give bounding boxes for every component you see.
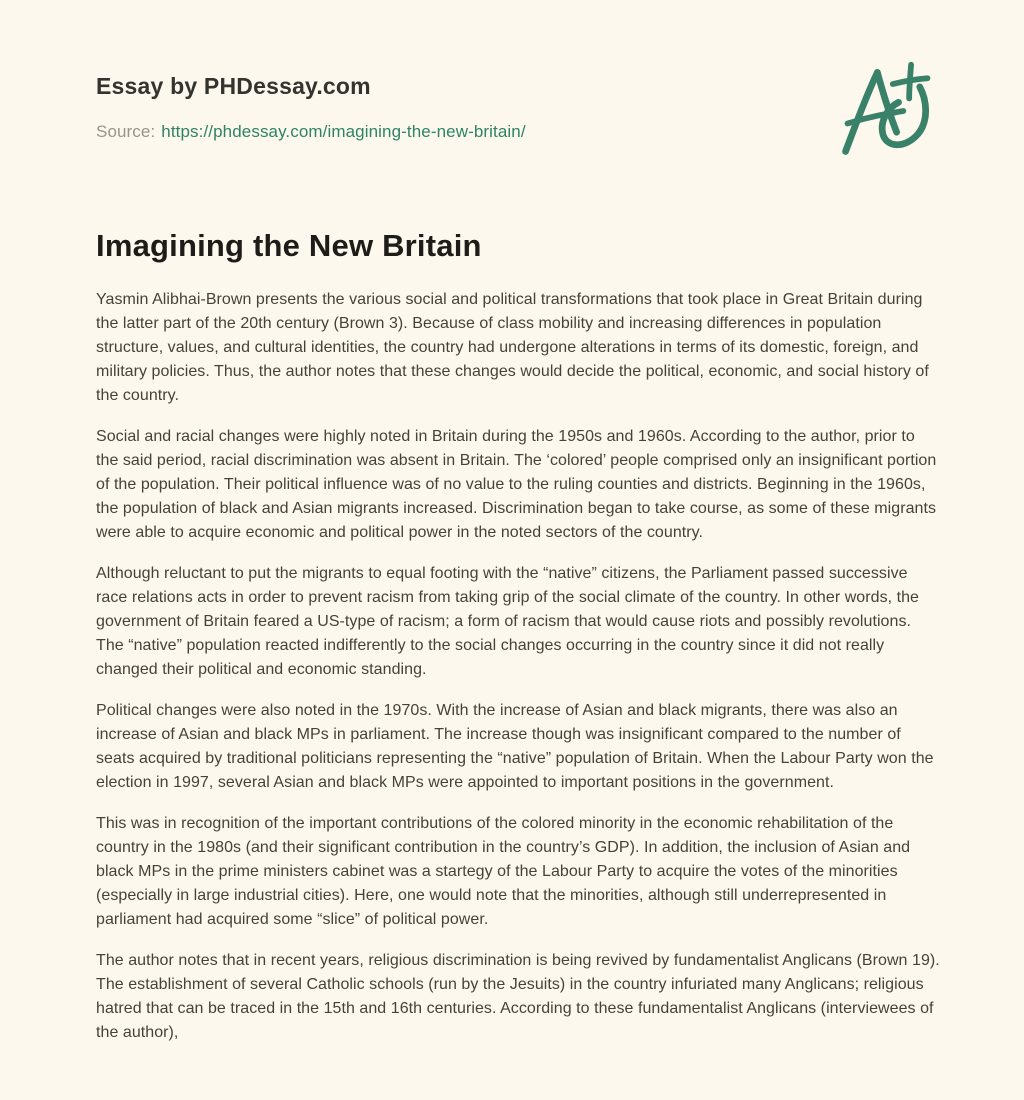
essay-paragraph-4: Political changes were also noted in the 1970s. With the increase of Asian and black migrants, there was also an increase of Asian and black MPs in parliament. The increase though was insignificant compared to the number of seats acquired by traditional politicians representing the “native” population of Britain. When the Labour Party won the election in 1997, several Asian and black MPs were appointed to important positions in the government.: [96, 701, 934, 791]
a-plus-logo-icon: [834, 57, 940, 165]
page-header: [96, 73, 940, 163]
essay-paragraph-1: Yasmin Alibhai-Brown presents the various social and political transformations that took place in Great Britain during the latter part of the 20th century (Brown 3). Because of class mobility and increasing differences in population structure, values, and cultural identities, the country had undergone alterations in terms of its domestic, foreign, and military policies. Thus, the author notes that these changes would decide the political, economic, and social history of the country.: [96, 290, 929, 404]
source-line: [96, 122, 834, 142]
essay-content: [96, 228, 940, 1045]
essay-paragraph-2: Social and racial changes were highly noted in Britain during the 1950s and 1960s. According to the author, prior to the said period, racial discrimination was absent in Britain. The ‘colored’ people comprised only an insignificant portion of the population. Their political influence was of no value to the ruling counties and districts. Beginning in the 1960s, the population of black and Asian migrants increased. Discrimination began to take course, as some of these migrants were able to acquire economic and political power in the noted sectors of the country.: [96, 427, 937, 541]
header-text: [96, 73, 834, 142]
essay-paragraph-5: This was in recognition of the important contributions of the colored minority in the economic rehabilitation of the country in the 1980s (and their significant contribution in the country’s GDP). In addition, the inclusion of Asian and black MPs in the prime ministers cabinet was a startegy of the Labour Party to acquire the votes of the minorities (especially in large industrial cities). Here, one would note that the minorities, although still underrepresented in parliament had acquired some “slice” of political power.: [96, 814, 911, 928]
essay-paragraph-6: The author notes that in recent years, religious discrimination is being revived by fundamentalist Anglicans (Brown 19). The establishment of several Catholic schools (run by the Jesuits) in the country infuriated many Anglicans; religious hatred that can be traced in the 15th and 16th centuries. According to these fundamentalist Anglicans (interviewees of the author),: [96, 951, 940, 1041]
essay-title: Imagining the New Britain: [96, 228, 482, 263]
byline: Essay by PHDessay.com: [96, 73, 371, 99]
source-label: Source:: [96, 121, 156, 141]
essay-paragraph-3: Although reluctant to put the migrants to equal footing with the “native” citizens, the Parliament passed successive race relations acts in order to prevent racism from taking grip of the social climate of the country. In other words, the government of Britain feared a US-type of racism; a form of racism that would cause riots and possibly revolutions. The “native” population reacted indifferently to the social changes occurring in the country since it did not really changed their political and economic standing.: [96, 564, 920, 678]
source-link[interactable]: https://phdessay.com/imagining-the-new-britain/: [161, 121, 526, 141]
